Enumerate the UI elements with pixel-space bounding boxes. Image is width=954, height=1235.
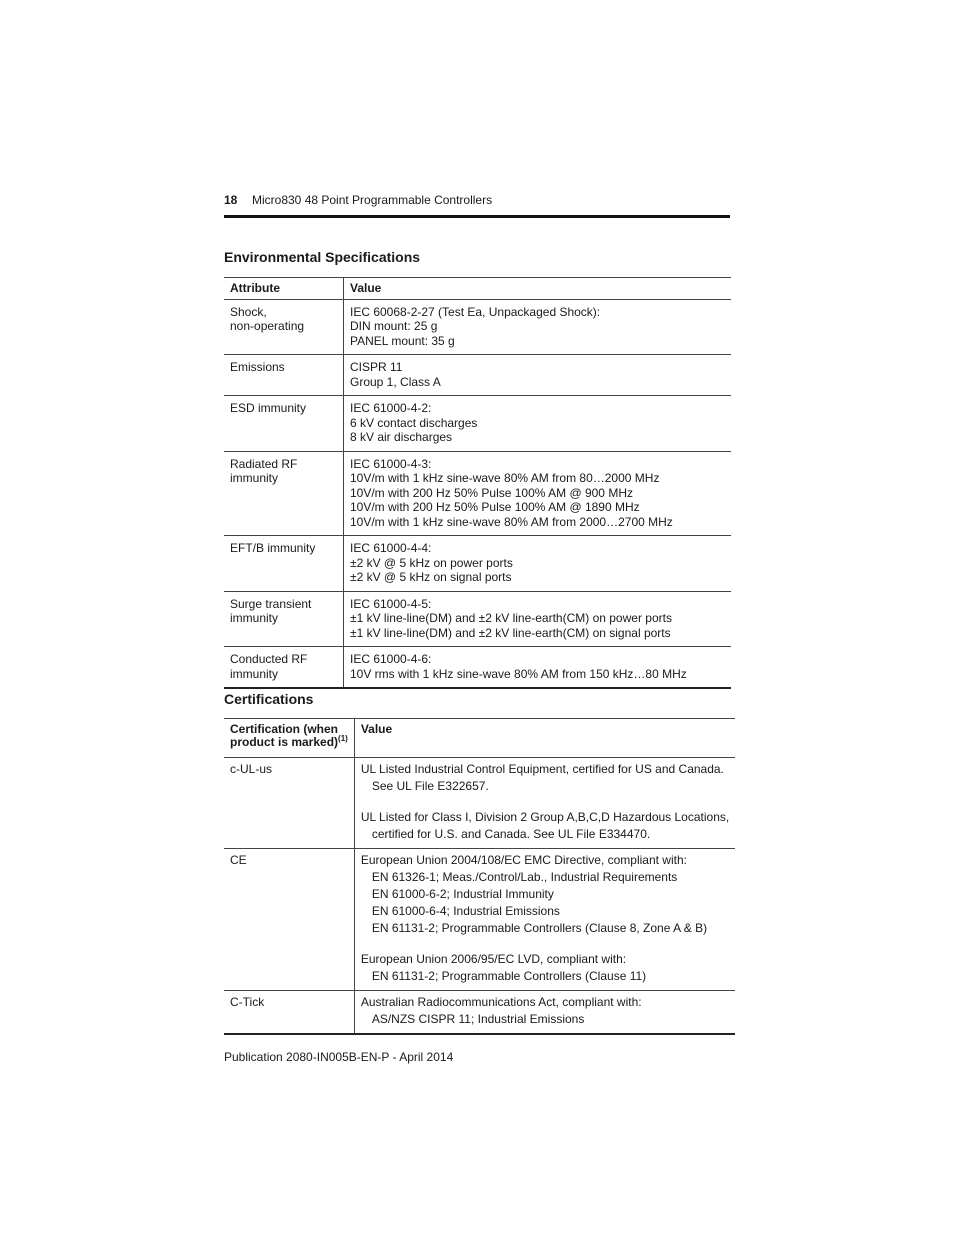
col-value-header: Value [344, 278, 732, 300]
value-text: IEC 61000-4-4: [350, 541, 432, 555]
value-text: PANEL mount: 35 g [350, 333, 455, 348]
value-text: ±1 kV line-line(DM) and ±2 kV line-earth(CM) on signal ports [350, 625, 671, 640]
value-text: CISPR 11 [350, 360, 403, 374]
value-text: 10V/m with 200 Hz 50% Pulse 100% AM @ 1890 MHz [350, 500, 640, 514]
attribute-cell [224, 536, 344, 592]
value-text: certified for U.S. and Canada. See UL File E334470. [371, 827, 651, 841]
document-title: Micro830 48 Point Programmable Controllers [252, 193, 493, 207]
value-cell [344, 647, 732, 689]
value-text: ±2 kV @ 5 kHz on power ports [350, 555, 513, 570]
value-text: European Union 2004/108/EC EMC Directive, compliant with: [360, 853, 687, 867]
table-row [224, 647, 731, 689]
certification-cell: CE [224, 849, 354, 991]
paragraph-gap [361, 795, 729, 809]
attribute-cell [224, 647, 344, 689]
value-text: EN 61000-6-4; Industrial Emissions [371, 904, 560, 918]
attribute-text: Radiated RF [230, 456, 298, 471]
value-text: Australian Radiocommunications Act, compliant with: [360, 995, 642, 1009]
paragraph-gap [361, 937, 729, 951]
attribute-text: Surge transient [230, 596, 312, 611]
table-row [224, 591, 731, 647]
attribute-text: Shock, [230, 304, 267, 319]
value-text: EN 61131-2; Programmable Controllers (Clause 11) [371, 969, 647, 983]
value-cell [344, 591, 732, 647]
attribute-text: immunity [230, 471, 279, 485]
value-text: 10V/m with 200 Hz 50% Pulse 100% AM @ 900 MHz [350, 485, 633, 500]
certifications-header-row [224, 719, 735, 758]
value-text: IEC 61000-4-3: [350, 456, 432, 471]
env-specs-table [224, 277, 731, 689]
col-certification-line2: product is marked) [230, 735, 339, 749]
value-text: 10V rms with 1 kHz sine-wave 80% AM from 150 kHz…80 MHz [350, 666, 687, 681]
value-text: EN 61326-1; Meas./Control/Lab., Industrial Requirements [371, 870, 678, 884]
table-row [224, 355, 731, 396]
attribute-cell [224, 451, 344, 536]
attribute-text: immunity [230, 611, 279, 625]
value-text: IEC 61000-4-6: [350, 652, 432, 666]
value-text: IEC 61000-4-2: [350, 401, 432, 415]
value-text: UL Listed Industrial Control Equipment, certified for US and Canada. [360, 762, 724, 776]
value-cell [344, 396, 732, 452]
value-text: EN 61000-6-2; Industrial Immunity [371, 887, 554, 901]
value-text: ±1 kV line-line(DM) and ±2 kV line-earth(CM) on power ports [350, 611, 672, 625]
footnote-marker: (1) [338, 734, 348, 743]
certifications-title: Certifications [224, 691, 314, 707]
env-specs-title: Environmental Specifications [224, 249, 421, 265]
attribute-text: non-operating [230, 319, 305, 333]
certifications-table [224, 718, 735, 1035]
value-text: 8 kV air discharges [350, 430, 453, 444]
value-text: IEC 61000-4-5: [350, 596, 432, 611]
attribute-text: immunity [230, 666, 279, 681]
value-text: 10V/m with 1 kHz sine-wave 80% AM from 80…2000 MHz [350, 471, 660, 485]
table-row [224, 991, 735, 1035]
table-row [224, 396, 731, 452]
value-text: DIN mount: 25 g [350, 319, 438, 333]
value-text: 6 kV contact discharges [350, 415, 478, 430]
attribute-cell [224, 355, 344, 396]
env-specs-header-row [224, 278, 731, 300]
value-cell [354, 991, 735, 1035]
page-number: 18 [224, 193, 238, 207]
value-text: IEC 60068-2-27 (Test Ea, Unpackaged Shock): [350, 304, 601, 319]
attribute-text: Emissions [230, 360, 285, 374]
attribute-text: Conducted RF [230, 652, 308, 666]
publication-footer: Publication 2080-IN005B-EN-P - April 2014 [224, 1050, 454, 1064]
value-text: See UL File E322657. [371, 779, 489, 793]
table-row [224, 849, 735, 991]
value-text: UL Listed for Class I, Division 2 Group A,B,C,D Hazardous Locations, [360, 810, 730, 824]
attribute-cell [224, 299, 344, 355]
page-header [224, 193, 730, 218]
table-row [224, 758, 735, 849]
attribute-cell [224, 396, 344, 452]
col-certification-header [224, 719, 354, 758]
attribute-text: ESD immunity [230, 401, 307, 415]
value-text: 10V/m with 1 kHz sine-wave 80% AM from 2000…2700 MHz [350, 514, 673, 529]
value-text: AS/NZS CISPR 11; Industrial Emissions [371, 1012, 585, 1026]
value-cell [344, 299, 732, 355]
table-row [224, 536, 731, 592]
attribute-cell [224, 591, 344, 647]
table-row [224, 451, 731, 536]
value-cell [344, 355, 732, 396]
value-cell [344, 536, 732, 592]
value-text: ±2 kV @ 5 kHz on signal ports [350, 570, 512, 584]
col-value-header: Value [354, 719, 735, 758]
value-text: Group 1, Class A [350, 374, 441, 389]
value-cell [354, 758, 735, 849]
col-certification-line1: Certification (when [230, 722, 339, 736]
col-attribute-header: Attribute [224, 278, 344, 300]
certification-cell: C-Tick [224, 991, 354, 1035]
value-text: European Union 2006/95/EC LVD, compliant with: [360, 952, 627, 966]
attribute-text: EFT/B immunity [230, 541, 316, 555]
value-cell [354, 849, 735, 991]
value-text: EN 61131-2; Programmable Controllers (Clause 8, Zone A & B) [371, 921, 708, 935]
certification-cell: c-UL-us [224, 758, 354, 849]
value-cell [344, 451, 732, 536]
table-row [224, 299, 731, 355]
